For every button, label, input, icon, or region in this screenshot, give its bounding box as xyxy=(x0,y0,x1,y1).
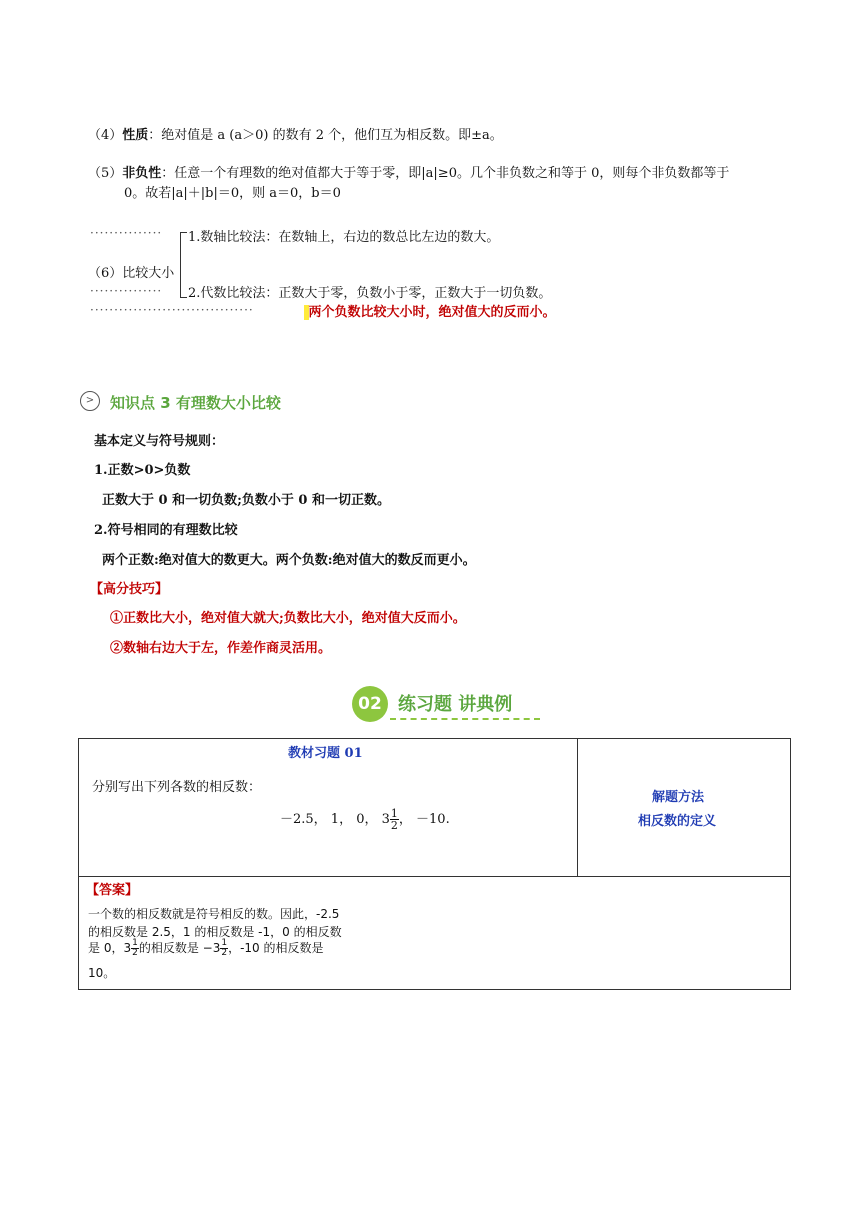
property-line xyxy=(88,124,503,143)
rule-2-title: 2.符号相同的有理数比较 xyxy=(94,523,238,538)
method-title: 解题方法 xyxy=(652,790,705,805)
term-nonnegativity: 非负性 xyxy=(122,166,162,181)
rule-1-text: 正数大于 0 和一切负数;负数小于 0 和一切正数。 xyxy=(102,493,390,508)
answer-line-2: 的相反数是 2.5，1 的相反数是 -1，0 的相反数 xyxy=(88,925,342,939)
numbers-suffix: ， －10. xyxy=(398,812,450,827)
practice-badge: 02 xyxy=(352,686,388,722)
answer-line-3 xyxy=(88,939,324,958)
brace xyxy=(180,232,187,298)
compare-rule-2: 2.代数比较法：正数大于零，负数小于零，正数大于一切负数。 xyxy=(188,286,552,301)
tip-1: ①正数比大小，绝对值大就大;负数比大小，绝对值大反而小。 xyxy=(110,611,466,626)
exercise-title: 教材习题 01 xyxy=(288,746,363,761)
fraction-numerator: 1 xyxy=(390,807,398,820)
table-divider xyxy=(78,876,790,877)
answer-text: 是 0，3 xyxy=(88,941,132,955)
compare-rule-3-text: 两个负数比较大小时，绝对值大的反而小。 xyxy=(308,305,556,320)
fraction xyxy=(390,808,399,831)
nonnegativity-line-2: 0。故若|a|＋|b|＝0，则 a＝0，b＝0 xyxy=(124,186,341,201)
section-title: 知识点 3 有理数大小比较 xyxy=(110,394,281,412)
answer-line-4: 10。 xyxy=(88,966,116,980)
fraction xyxy=(131,939,139,958)
answer-line-1: 一个数的相反数就是符号相反的数。因此，-2.5 xyxy=(88,907,340,921)
definition-heading: 基本定义与符号规则： xyxy=(94,434,225,449)
fraction-denominator: 2 xyxy=(390,819,398,832)
answer-text: ，-10 的相反数是 xyxy=(228,941,324,955)
compare-rule-3 xyxy=(304,301,556,320)
property-text: ：绝对值是 a (a＞0) 的数有 2 个，他们互为相反数。即±a。 xyxy=(148,128,503,143)
tip-2: ②数轴右边大于左，作差作商灵活用。 xyxy=(110,641,332,656)
fraction-denominator: 2 xyxy=(221,948,228,958)
answer-label: 【答案】 xyxy=(86,883,139,898)
practice-title: 练习题 讲典例 xyxy=(398,694,513,715)
exercise-numbers xyxy=(280,808,450,831)
table-divider xyxy=(577,738,578,876)
fraction-numerator: 1 xyxy=(221,938,228,948)
fraction xyxy=(220,939,228,958)
title-underline xyxy=(390,718,540,720)
term-property: 性质 xyxy=(122,128,149,143)
exercise-prompt: 分别写出下列各数的相反数： xyxy=(92,780,262,795)
nonnegativity-text: ：任意一个有理数的绝对值都大于等于零，即|a|≥0。几个非负数之和等于 0，则每个非负数都等于 xyxy=(161,166,730,181)
item-number: （5） xyxy=(88,166,123,181)
compare-rule-1: 1.数轴比较法：在数轴上，右边的数总比左边的数大。 xyxy=(188,230,500,245)
tips-title: 【高分技巧】 xyxy=(90,582,169,597)
fraction-numerator: 1 xyxy=(132,938,138,948)
rule-2-text: 两个正数:绝对值大的数更大。两个负数:绝对值大的数反而更小。 xyxy=(102,553,476,568)
answer-text: 的相反数是 −3 xyxy=(138,941,221,955)
item-number: （4） xyxy=(88,128,123,143)
leader-dots: ··············· xyxy=(90,226,163,240)
leader-dots: ·································· xyxy=(90,303,254,317)
numbers-prefix: －2.5， 1， 0， 3 xyxy=(280,812,390,827)
rule-1-title: 1.正数>0>负数 xyxy=(94,463,191,478)
chevron-right-circle-icon: > xyxy=(80,391,100,411)
leader-dots: ··············· xyxy=(90,284,163,298)
method-text: 相反数的定义 xyxy=(638,814,717,829)
fraction-denominator: 2 xyxy=(132,948,138,958)
compare-label: （6）比较大小 xyxy=(88,266,175,281)
nonnegativity-line-1 xyxy=(88,162,729,181)
